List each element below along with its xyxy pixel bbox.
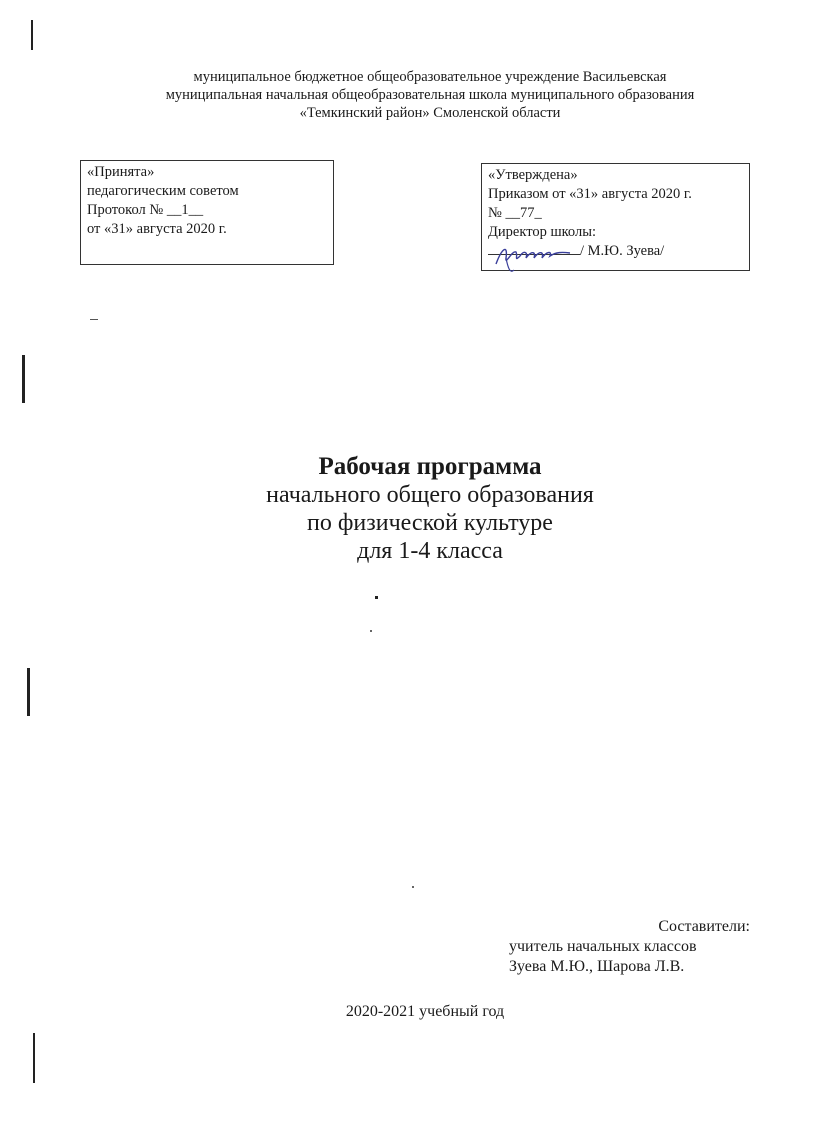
program-title-block [180,452,680,565]
program-title: Рабочая программа [318,453,542,480]
accepted-body: педагогическим советом [87,183,239,199]
accepted-box [80,160,334,265]
approved-order: Приказом от «31» августа 2020 г. [488,186,692,202]
program-subtitle-2: по физической культуре [307,510,553,536]
accepted-heading: «Принята» [87,164,155,180]
authors-role: учитель начальных классов [509,938,697,955]
scan-mark [31,20,33,50]
scan-mark [412,886,414,888]
academic-year: 2020-2021 учебный год [345,1003,505,1020]
approved-heading: «Утверждена» [488,167,578,183]
approved-number: № __77_ [488,205,542,221]
scan-mark [375,596,378,599]
authors-heading: Составители: [658,918,750,935]
handwritten-signature [492,238,574,278]
accepted-date: от «31» августа 2020 г. [87,221,227,237]
accepted-protocol: Протокол № __1__ [87,202,204,218]
scan-mark [27,668,30,716]
scan-mark [33,1033,35,1083]
authors-names: Зуева М.Ю., Шарова Л.В. [509,958,685,975]
institution-header [80,68,780,122]
approved-signature-name: / М.Ю. Зуева/ [580,243,665,259]
scan-mark [22,355,25,403]
approved-director: Директор школы: [488,224,596,240]
authors-block [500,917,750,977]
approved-box [481,163,750,271]
header-line-2: муниципальная начальная общеобразовательная школа муниципального образования [165,87,695,103]
header-line-1: муниципальное бюджетное общеобразовательное учреждение Васильевская [193,69,667,85]
header-line-3: «Темкинский район» Смоленской области [299,105,561,121]
scan-mark [370,630,372,632]
program-subtitle-3: для 1-4 класса [357,538,503,564]
program-subtitle-1: начального общего образования [266,482,594,508]
scan-mark [90,319,98,320]
